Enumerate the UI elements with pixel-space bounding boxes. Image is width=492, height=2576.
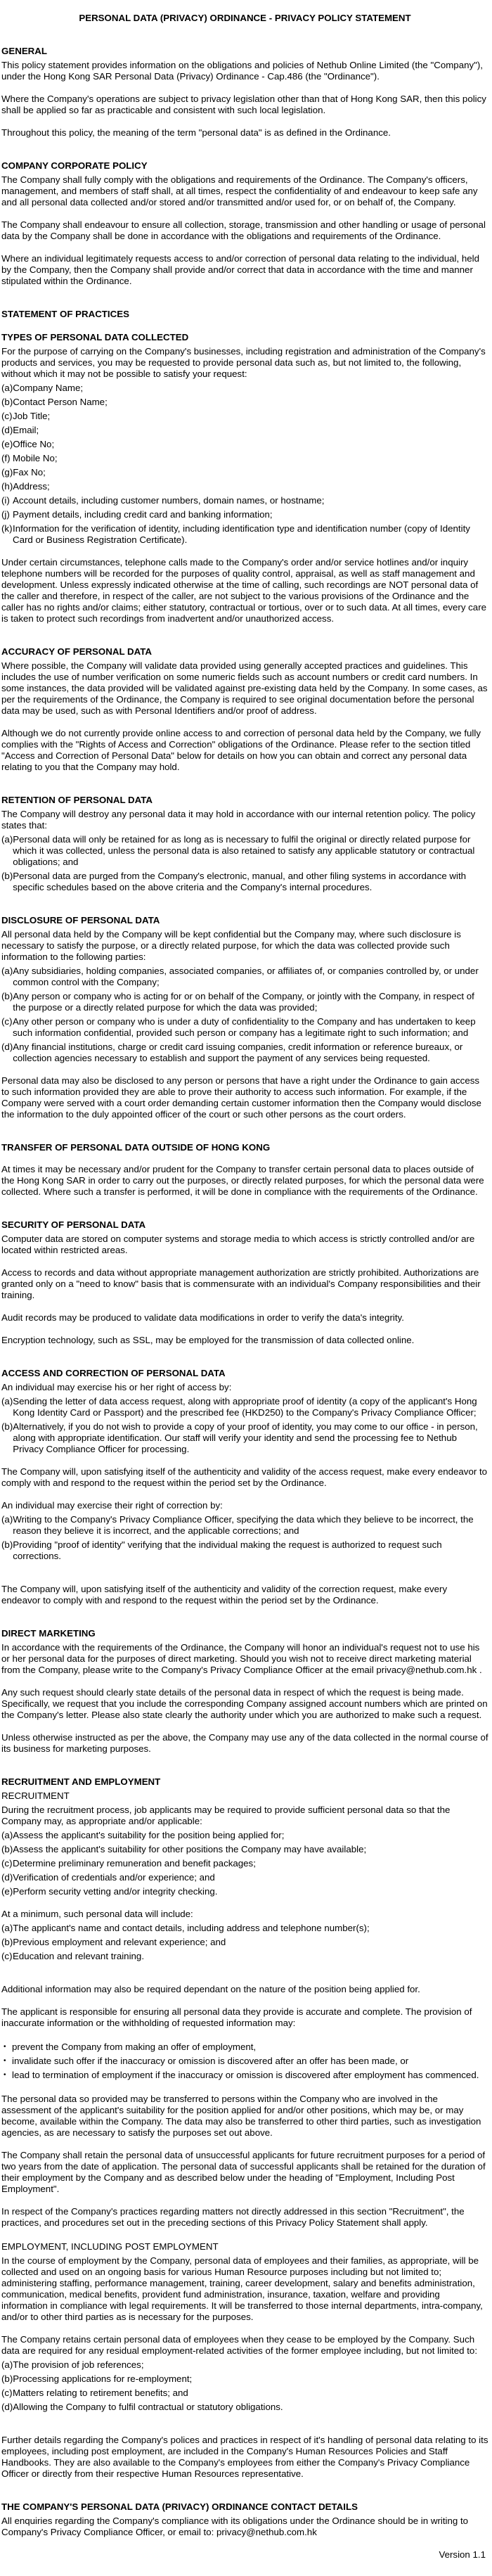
item-text: Assess the applicant's suitability for other positions the Company may have available; <box>13 1844 367 1854</box>
sub-heading: EMPLOYMENT, INCLUDING POST EMPLOYMENT <box>1 2241 219 2252</box>
item-text: Matters relating to retirement benefits; and <box>13 2388 188 2398</box>
bullet-icon: • <box>4 2071 6 2079</box>
list-item <box>1 509 488 520</box>
paragraph: At times it may be necessary and/or prudent for the Company to transfer certain personal data to places outside of the Hong Kong SAR in order to carry out the purposes, or directly related purposes, for which the personal data were collected. Where such a transfer is performed, it will be done in compliance with the requirements of the Ordinance. <box>1 1164 484 1197</box>
item-text: Email; <box>13 425 39 435</box>
list-item <box>1 397 488 408</box>
paragraph: Personal data may also be disclosed to any person or persons that have a right under the Ordinance to gain access to such information provided they are able to prove their authority to access such information. For example, if the Company were served with a court order demanding certain customer information then the Company would disclose the information to the duly appointed officer of the court or such other persons as the court orders. <box>1 1075 481 1120</box>
item-text: Processing applications for re-employment; <box>13 2373 193 2384</box>
list-item <box>1 1421 488 1455</box>
list-item <box>1 1016 488 1039</box>
item-label: (a) <box>1 1830 13 1840</box>
item-label: (b) <box>1 397 13 407</box>
item-text: Company Name; <box>13 383 84 393</box>
item-text: Payment details, including credit card and banking information; <box>13 509 273 520</box>
item-label: (g) <box>1 467 13 478</box>
item-label: (c) <box>1 1951 13 1961</box>
section-heading: TYPES OF PERSONAL DATA COLLECTED <box>1 332 189 342</box>
item-label: (c) <box>1 1016 13 1027</box>
item-text: Alternatively, if you do not wish to provide a copy of your proof of identity, you may come to our office - in person, along with appropriate identification. Our staff will verify your identity and send the processing fee to Nethub Privacy Compliance Officer for processing. <box>13 1421 478 1454</box>
item-label: (d) <box>1 425 13 435</box>
paragraph: Where possible, the Company will validate data provided using generally accepted practices and guidelines. This includes the use of number verification on some numeric fields such as account numbers or credit card numbers. In some instances, the data provided will be validated against pre-existing data held by the Company. In some cases, as per the requirements of the Ordinance, the Company is required to see original documentation before the personal data may be used, such as with Personal Identifiers and/or proof of address. <box>1 660 488 716</box>
item-text: Any other person or company who is under a duty of confidentiality to the Company and has undertaken to keep such information confidential, provided such person or company has a legitimate right to such information; and <box>13 1016 476 1038</box>
bullet-item <box>1 2056 488 2067</box>
bullet-icon: • <box>4 2043 6 2051</box>
section-heading: DISCLOSURE OF PERSONAL DATA <box>1 915 160 925</box>
list-item <box>1 383 488 394</box>
list-item <box>1 834 488 868</box>
lettered-list <box>1 966 488 1064</box>
item-text: Verification of credentials and/or experience; and <box>13 1872 215 1883</box>
item-text: Personal data are purged from the Company's electronic, manual, and other filing systems in accordance with specific schedules based on the above criteria and the Company's internal procedures. <box>13 871 467 892</box>
item-label: (a) <box>1 834 13 845</box>
section-heading: RECRUITMENT AND EMPLOYMENT <box>1 1776 161 1787</box>
item-label: (b) <box>1 871 13 881</box>
lettered-list <box>1 834 488 893</box>
section-heading: STATEMENT OF PRACTICES <box>1 309 129 319</box>
list-item <box>1 2373 488 2385</box>
item-text: Address; <box>13 481 50 492</box>
sub-heading: RECRUITMENT <box>1 1790 70 1801</box>
list-item <box>1 439 488 450</box>
item-label: (e) <box>1 1886 13 1897</box>
item-text: Any financial institutions, charge or credit card issuing companies, credit information or reference bureaux, or collection agencies necessary to establish and support the payment of any services being requested. <box>13 1042 463 1063</box>
section-heading: RETENTION OF PERSONAL DATA <box>1 795 153 805</box>
item-label: (a) <box>1 2359 13 2370</box>
item-text: Assess the applicant's suitability for the position being applied for; <box>13 1830 285 1840</box>
section-heading: DIRECT MARKETING <box>1 1628 96 1639</box>
list-item <box>1 1539 488 1562</box>
paragraph: The Company shall retain the personal data of unsuccessful applicants for future recruitment purposes for a period of two years from the date of application. The personal data of successful applicants shall be retained for the duration of their employment by the Company and as described below under the heading of "Employment, Including Post Employment". <box>1 2150 486 2194</box>
item-label: (j) <box>1 509 10 520</box>
paragraph: At a minimum, such personal data will include: <box>1 1909 193 1919</box>
list-item <box>1 1514 488 1537</box>
paragraph: The Company will, upon satisfying itself of the authenticity and validity of the access request, make every endeavor to comply with and respond to the request within the period set by the Ordinance. <box>1 1466 488 1488</box>
lettered-list <box>1 1514 488 1562</box>
section-heading: ACCURACY OF PERSONAL DATA <box>1 646 152 657</box>
list-item <box>1 1042 488 1064</box>
paragraph: Additional information may also be required dependant on the nature of the position being applied for. <box>1 1984 420 1994</box>
item-text: Sending the letter of data access request, along with appropriate proof of identity (a copy of the applicant's Hong Kong Identity Card or Passport) and the prescribed fee (HKD250) to the Company's Privacy Compliance Officer; <box>13 1396 477 1418</box>
item-label: (b) <box>1 1937 13 1947</box>
item-label: (b) <box>1 1539 13 1550</box>
section-heading: TRANSFER OF PERSONAL DATA OUTSIDE OF HONG KONG <box>1 1142 271 1153</box>
item-text: Determine preliminary remuneration and benefit packages; <box>13 1858 256 1869</box>
lettered-list <box>1 383 488 546</box>
item-label: (f) <box>1 453 11 463</box>
paragraph: This policy statement provides information on the obligations and policies of Nethub Online Limited (the "Company"), under the Hong Kong SAR Personal Data (Privacy) Ordinance - Cap.486 (the "Ordinance"). <box>1 60 483 82</box>
bullet-list <box>1 2042 488 2081</box>
list-item <box>1 481 488 492</box>
list-item <box>1 467 488 478</box>
list-item <box>1 2359 488 2371</box>
section-heading: THE COMPANY'S PERSONAL DATA (PRIVACY) ORDINANCE CONTACT DETAILS <box>1 2501 358 2512</box>
paragraph: During the recruitment process, job applicants may be required to provide sufficient personal data so that the Company may, as appropriate and/or applicable: <box>1 1805 451 1826</box>
item-label: (a) <box>1 1396 13 1406</box>
item-label: (b) <box>1 2373 13 2384</box>
item-text: The provision of job references; <box>13 2359 144 2370</box>
paragraph: The Company will destroy any personal data it may hold in accordance with our internal retention policy. The policy states that: <box>1 809 476 831</box>
lettered-list <box>1 1396 488 1455</box>
item-text: Mobile No; <box>13 453 58 463</box>
list-item <box>1 411 488 422</box>
item-text: Any person or company who is acting for or on behalf of the Company, or jointly with the Company, in respect of the purpose or a directly related purpose for which the data was provided; <box>13 991 474 1013</box>
list-item <box>1 1937 488 1948</box>
lettered-list <box>1 2359 488 2413</box>
item-text: Education and relevant training. <box>13 1951 145 1961</box>
item-text: Job Title; <box>13 411 51 421</box>
item-text: Contact Person Name; <box>13 397 108 407</box>
paragraph: Further details regarding the Company's polices and practices in respect of it's handling of personal data relating to its employees, including post employment, are included in the Company's Human Resources Policies and Staff Handbooks. They are also available to the Company's employees from either the Company's Privacy Compliance Officer or directly from their respective Human Resources representative. <box>1 2435 488 2479</box>
item-label: (a) <box>1 383 13 393</box>
paragraph: In accordance with the requirements of the Ordinance, the Company will honor an individual's request not to use his or her personal data for the purposes of direct marketing. Should you wish not to receive direct marketing material from the Company, please write to the Company's Privacy Compliance Officer at the email privacy@nethub.com.hk . <box>1 1642 482 1675</box>
list-item <box>1 1844 488 1855</box>
paragraph: All enquiries regarding the Company's compliance with its obligations under the Ordinance should be in writing to Company's Privacy Compliance Officer, or email to: privacy@nethub.com.hk <box>1 2516 469 2537</box>
item-label: (b) <box>1 1421 13 1432</box>
item-text: Account details, including customer numbers, domain names, or hostname; <box>13 495 325 506</box>
bullet-item <box>1 2042 488 2053</box>
item-text: Information for the verification of identity, including identification type and identification number (copy of Identity Card or Business Registration Certificate). <box>13 523 470 545</box>
paragraph: Throughout this policy, the meaning of the term "personal data" is as defined in the Ordinance. <box>1 127 391 138</box>
section-heading: SECURITY OF PERSONAL DATA <box>1 1219 146 1230</box>
list-item <box>1 966 488 988</box>
item-text: Office No; <box>13 439 55 449</box>
item-label: (b) <box>1 1844 13 1854</box>
item-text: Personal data will only be retained for as long as is necessary to fulfil the original or directly related purpose for which it was collected, unless the personal data is also retained to satisfy any applicable statutory or contractual obligations; and <box>13 834 475 867</box>
paragraph: An individual may exercise their right of correction by: <box>1 1500 223 1511</box>
list-item <box>1 991 488 1013</box>
paragraph: Computer data are stored on computer systems and storage media to which access is strictly controlled and/or are located within restricted areas. <box>1 1233 475 1255</box>
list-item <box>1 1830 488 1841</box>
list-item <box>1 871 488 893</box>
document-title: PERSONAL DATA (PRIVACY) ORDINANCE - PRIVACY POLICY STATEMENT <box>79 13 411 23</box>
list-item <box>1 1872 488 1883</box>
section-heading: COMPANY CORPORATE POLICY <box>1 160 148 171</box>
item-text: Perform security vetting and/or integrity checking. <box>13 1886 218 1897</box>
paragraph: The Company shall fully comply with the obligations and requirements of the Ordinance. The Company's officers, management, and members of staff shall, at all times, respect the confidentiality of and endeavour to keep safe any and all personal data collected and/or stored and/or transmitted and/or used for, or on behalf of, the Company. <box>1 174 478 207</box>
item-label: (i) <box>1 495 10 506</box>
item-text: The applicant's name and contact details, including address and telephone number(s); <box>13 1923 370 1933</box>
paragraph: Audit records may be produced to validate data modifications in order to verify the data's integrity. <box>1 1312 404 1323</box>
list-item <box>1 495 488 506</box>
paragraph: In the course of employment by the Company, personal data of employees and their families, as appropriate, will be collected and used on an ongoing basis for various Human Resource purposes including but not limited to; administering staffing, performance management, training, career development, salary and benefits administration, communication, medical benefits, provident fund administration, insurance, taxation, welfare and providing information in compliance with legal requirements. It will be transferred to those internal departments, intra-company, and/or to other third parties as is necessary for the purposes. <box>1 2255 483 2322</box>
item-text: Allowing the Company to fulfil contractual or statutory obligations. <box>13 2402 283 2412</box>
item-label: (b) <box>1 991 13 1001</box>
item-label: (a) <box>1 1923 13 1933</box>
paragraph: Although we do not currently provide online access to and correction of personal data held by the Company, we fully complies with the "Rights of Access and Correction" obligations of the Ordinance. Please refer to the section titled "Access and Correction of Personal Data" below for details on how you can obtain and correct any personal data relating to you that the Company may hold. <box>1 728 481 772</box>
bullet-icon: • <box>4 2057 6 2065</box>
bullet-item <box>1 2070 488 2081</box>
list-item <box>1 1951 488 1962</box>
paragraph: Encryption technology, such as SSL, may be employed for the transmission of data collected online. <box>1 1335 415 1345</box>
paragraph: The Company shall endeavour to ensure all collection, storage, transmission and other handling or usage of personal data by the Company shall be done in accordance with the obligations and requirements of the Ordinance. <box>1 219 486 241</box>
bullet-text: lead to termination of employment if the inaccuracy or omission is discovered after employment has commenced. <box>12 2070 479 2080</box>
item-label: (c) <box>1 2388 13 2398</box>
item-label: (k) <box>1 523 13 534</box>
bullet-text: prevent the Company from making an offer of employment, <box>12 2042 257 2052</box>
lettered-list <box>1 1830 488 1897</box>
list-item <box>1 453 488 464</box>
item-label: (d) <box>1 2402 13 2412</box>
list-item <box>1 2388 488 2399</box>
paragraph: The applicant is responsible for ensuring all personal data they provide is accurate and complete. The provision of inaccurate information or the withholding of requested information may: <box>1 2006 472 2028</box>
version-label: Version 1.1 <box>439 2549 486 2560</box>
list-item <box>1 425 488 436</box>
paragraph: Access to records and data without appropriate management authorization are strictly prohibited. Authorizations are granted only on a "need to know" basis that is commensurate with an individual's Company responsibilities and their training. <box>1 1267 481 1300</box>
item-label: (a) <box>1 1514 13 1525</box>
item-label: (c) <box>1 1858 13 1869</box>
item-label: (a) <box>1 966 13 976</box>
paragraph: The personal data so provided may be transferred to persons within the Company who are involved in the assessment of the applicant's suitability for the position applied for and/or other positions, which may be, or may become, available within the Company. The data may also be transferred to other third parties, such as investigation agencies, as are necessary to satisfy the purposes set out above. <box>1 2094 481 2138</box>
paragraph: For the purpose of carrying on the Company's businesses, including registration and administration of the Company's products and services, you may be requested to provide personal data such as, but not limited to, the following, without which it may not be possible to satisfy your request: <box>1 346 486 379</box>
paragraph: All personal data held by the Company will be kept confidential but the Company may, where such disclosure is necessary to satisfy the purpose, or a directly related purpose, for which the data was collected provide such information to the following parties: <box>1 929 461 962</box>
item-text: Previous employment and relevant experience; and <box>13 1937 226 1947</box>
item-label: (d) <box>1 1042 13 1052</box>
item-label: (d) <box>1 1872 13 1883</box>
paragraph: Under certain circumstances, telephone calls made to the Company's order and/or service hotlines and/or inquiry telephone numbers will be recorded for the purposes of quality control, appraisal, as well as staff management and development. Unless expressly indicated otherwise at the time of calling, such recordings are NOT personal data of the caller and therefore, in respect of the caller, are not subject to the various provisions of the Ordinance and the caller has no rights and/or claims; either statutory, contractual or tortious, over or to such data. At all times, every care is taken to protect such recordings from inadvertent and/or unauthorized access. <box>1 557 487 624</box>
list-item <box>1 523 488 546</box>
item-text: Any subsidiaries, holding companies, associated companies, or affiliates of, or companies controlled by, or under common control with the Company; <box>13 966 479 987</box>
section-heading: GENERAL <box>1 46 48 56</box>
item-text: Fax No; <box>13 467 46 478</box>
item-label: (e) <box>1 439 13 449</box>
list-item <box>1 2402 488 2413</box>
item-text: Writing to the Company's Privacy Compliance Officer, specifying the data which they believe to be incorrect, the reason they believe it is incorrect, and the applicable corrections; and <box>13 1514 474 1536</box>
lettered-list <box>1 1923 488 1962</box>
paragraph: In respect of the Company's practices regarding matters not directly addressed in this section "Recruitment", the practices, and procedures set out in the preceding sections of this Privacy Policy Statement shall apply. <box>1 2206 465 2228</box>
list-item <box>1 1396 488 1418</box>
paragraph: Unless otherwise instructed as per the above, the Company may use any of the data collected in the normal course of its business for marketing purposes. <box>1 1732 488 1754</box>
paragraph: Where an individual legitimately requests access to and/or correction of personal data relating to the individual, held by the Company, then the Company shall provide and/or correct that data in accordance with the time and manner stipulated within the Ordinance. <box>1 253 480 286</box>
paragraph: The Company retains certain personal data of employees when they cease to be employed by the Company. Such data are required for any residual employment-related activities of the former employee including, but not limited to: <box>1 2334 478 2356</box>
section-heading: ACCESS AND CORRECTION OF PERSONAL DATA <box>1 1368 226 1378</box>
paragraph: Where the Company's operations are subject to privacy legislation other than that of Hong Kong SAR, then this policy shall be applied so far as practicable and consistent with such local legislation. <box>1 94 486 115</box>
list-item <box>1 1858 488 1869</box>
paragraph: The Company will, upon satisfying itself of the authenticity and validity of the correction request, make every endeavor to comply with and respond to the request within the period set by the Ordinance. <box>1 1584 448 1606</box>
item-label: (h) <box>1 481 13 492</box>
list-item <box>1 1923 488 1934</box>
bullet-text: invalidate such offer if the inaccuracy or omission is discovered after an offer has been made, or <box>12 2056 409 2066</box>
list-item <box>1 1886 488 1897</box>
item-label: (c) <box>1 411 13 421</box>
item-text: Providing "proof of identity" verifying that the individual making the request is authorized to request such corrections. <box>13 1539 442 1561</box>
paragraph: Any such request should clearly state details of the personal data in respect of which the request is being made. Specifically, we request that you include the corresponding Company assigned account numbers which are printed on the Company's letter. Please also state clearly the authority under which you are authorized to make such a request. <box>1 1687 488 1720</box>
paragraph: An individual may exercise his or her right of access by: <box>1 1382 232 1392</box>
